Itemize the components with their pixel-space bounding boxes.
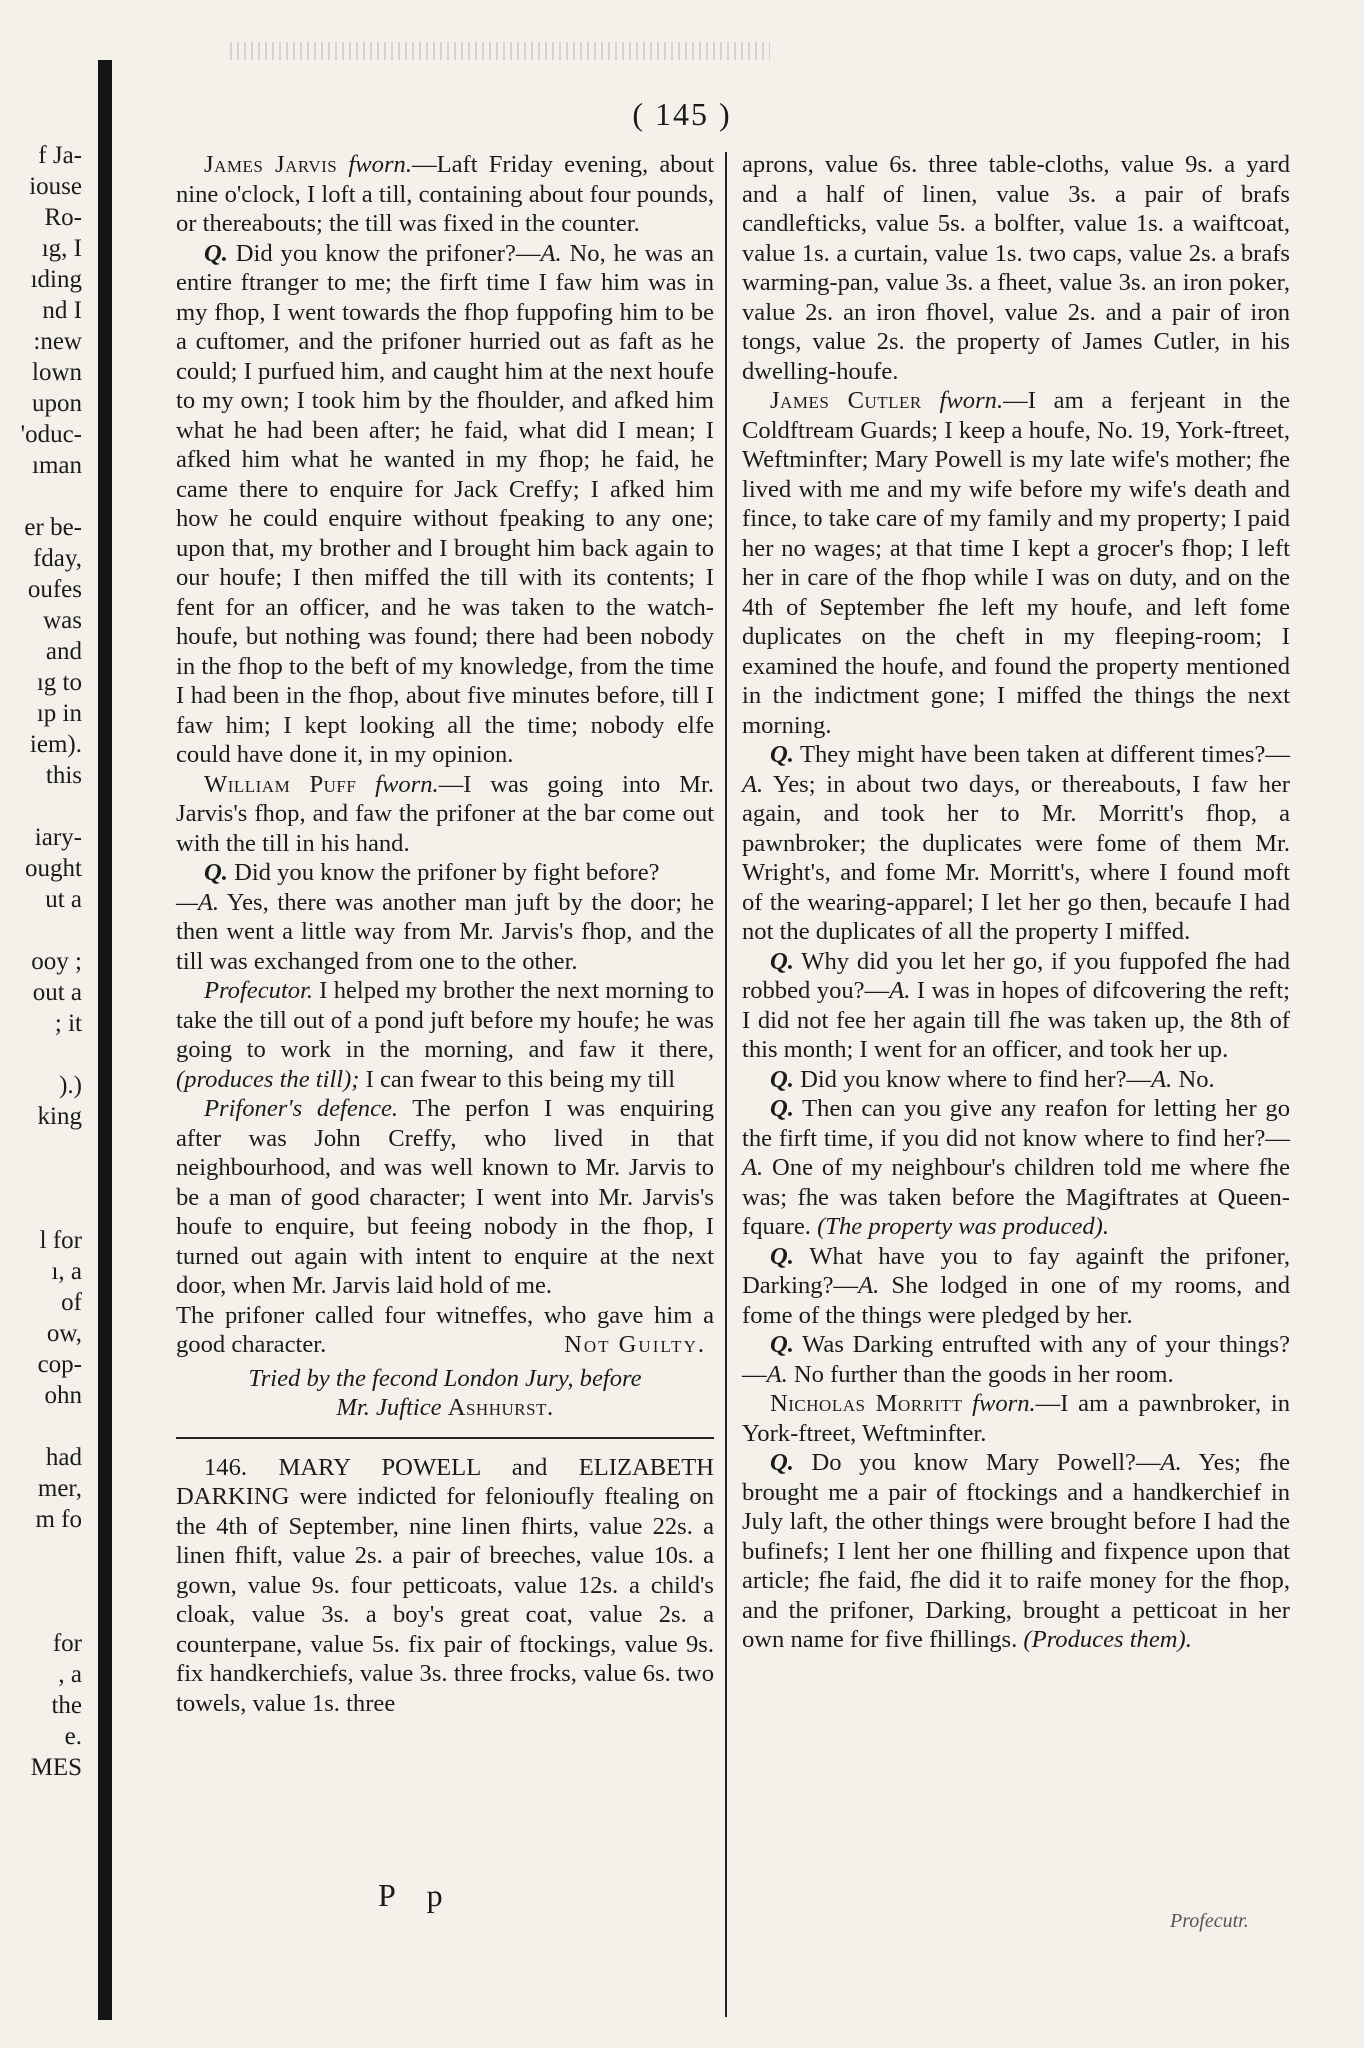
fragment-line bbox=[0, 1566, 82, 1597]
answer-marker: A. bbox=[889, 977, 911, 1004]
question-marker: Q. bbox=[204, 239, 228, 267]
judge-name: Ashhurst. bbox=[447, 1394, 554, 1421]
fragment-line bbox=[0, 1132, 82, 1163]
fragment-line: MES bbox=[30, 1754, 82, 1781]
witness-name: William Puff bbox=[204, 770, 357, 798]
answer-marker: A. bbox=[766, 1360, 788, 1388]
fragment-line: ıg, I bbox=[41, 235, 82, 262]
statement-text: I helped my brother the next morning to take the till out of a pond juft before my houfe; he was going to work in the morning, and faw it there, bbox=[176, 977, 714, 1063]
fragment-line: ı, a bbox=[51, 1258, 82, 1285]
binding-gutter-shadow bbox=[98, 60, 112, 2020]
fragment-line: was bbox=[43, 607, 82, 634]
fragment-line: ıg to bbox=[36, 669, 82, 696]
verdict-label: Not Guilty. bbox=[564, 1331, 706, 1358]
statement-text: The perfon I was enquiring after was John Creffy, who lived in that neighbourhood, and was well known to Mr. Jarvis to be a man of good character; I went into Mr. Jarvis's houfe to enquire, but feeing nobody in the fhop, I turned out again with intent to enquire at the next door, when Mr. Jarvis laid hold of me. bbox=[176, 1095, 714, 1299]
indictment-text: aprons, value 6s. three table-cloths, value 9s. a yard and a half of linen, value 3s. a pair of brafs candlefticks, value 5s. a bolfter, value 1s. a waiftcoat, value 1s. a curtain, value 1s. two caps, value 2s. a brafs warming-pan, value 3s. a fheet, value 3s. an iron poker, value 2s. an iron fhovel, value 2s. and a pair of iron tongs, value 2s. the property of James Cutler, in his dwelling-houfe. bbox=[742, 151, 1290, 385]
question-marker: Q. bbox=[770, 1065, 794, 1093]
question-answer bbox=[742, 1242, 1290, 1331]
fragment-line: out a bbox=[32, 979, 82, 1006]
fragment-line: , a bbox=[58, 1661, 82, 1688]
question-text: Did you know where to find her?— bbox=[793, 1065, 1152, 1093]
fragment-line: ow, bbox=[46, 1320, 82, 1347]
question-answer bbox=[742, 740, 1290, 947]
fragment-line: ooy ; bbox=[31, 948, 82, 975]
answer-marker: A. bbox=[540, 239, 562, 267]
prisoner-defence bbox=[176, 1094, 714, 1301]
fragment-line: ; it bbox=[54, 1010, 82, 1037]
fragment-line bbox=[0, 1411, 82, 1442]
previous-page-margin-fragment bbox=[0, 140, 82, 1783]
answer-text: I was in hopes of difcovering the reft; I did not fee her again till fhe was taken up, the 8th of this month; I went for an officer, and took her up. bbox=[742, 977, 1291, 1063]
fragment-line: Ro- bbox=[44, 204, 82, 231]
testimony-text: —I am a ferjeant in the Coldftream Guards; I keep a houfe, No. 19, York-ftreet, Weftminfter; Mary Powell is my late wife's mother; fhe lived with me and my wife before my wife's death and fince, to take care of my family and my property; I paid her no wages; at that time I kept a grocer's fhop; I left her in care of the fhop while I was on duty, and on the 4th of September fhe left my houfe, and left fome duplicates on the cheft in my fleeping-room; I examined the houfe, and found the property mentioned in the indictment gone; I miffed the things the next morning. bbox=[742, 387, 1290, 739]
answer-text: She lodged in one of my rooms, and fome of the things were pledged by her. bbox=[742, 1272, 1290, 1329]
sworn-label: fworn. bbox=[375, 770, 439, 798]
fragment-line bbox=[0, 791, 82, 822]
question-marker: Q. bbox=[770, 947, 794, 975]
fragment-line: e. bbox=[64, 1723, 82, 1750]
question-answer bbox=[742, 1065, 1290, 1095]
fragment-line: ıman bbox=[32, 452, 82, 479]
witness-name: James Jarvis bbox=[204, 151, 338, 178]
fragment-line: iouse bbox=[29, 173, 82, 200]
trial-note-line: Tried by the fecond London Jury, before bbox=[248, 1364, 642, 1392]
answer-marker: A. bbox=[858, 1272, 880, 1299]
fragment-line: had bbox=[45, 1444, 82, 1471]
judge-title: Mr. Juftice bbox=[336, 1394, 448, 1421]
witness-name: James Cutler bbox=[770, 387, 922, 414]
fragment-line: l for bbox=[39, 1227, 82, 1254]
fragment-line: upon bbox=[32, 390, 82, 417]
question-marker: Q. bbox=[204, 859, 228, 886]
fragment-line bbox=[0, 1535, 82, 1566]
sworn-label: fworn. bbox=[348, 151, 412, 178]
fragment-line: mer, bbox=[37, 1475, 82, 1502]
testimony-morritt bbox=[742, 1389, 1290, 1448]
fragment-line: and bbox=[45, 638, 82, 665]
fragment-line bbox=[0, 1597, 82, 1628]
question-answer bbox=[742, 947, 1290, 1065]
question-text: Do you know Mary Powell?— bbox=[793, 1449, 1161, 1476]
character-witnesses-text: The prifoner called four witneffes, who gave him a good character. bbox=[176, 1301, 714, 1358]
page-number: ( 145 ) bbox=[632, 96, 732, 132]
header-print-noise bbox=[230, 42, 770, 60]
testimony-text: —Laft Friday evening, about nine o'clock, I loft a till, containing about four pounds, or thereabouts; the till was fixed in the counter. bbox=[176, 151, 714, 237]
question-text: Then can you give any reafon for letting her go the firft time, if you did not know where to find her?— bbox=[742, 1095, 1290, 1152]
question-answer bbox=[176, 858, 714, 976]
answer-marker: A. bbox=[1160, 1449, 1182, 1476]
answer-marker: A. bbox=[742, 1154, 764, 1181]
case-divider bbox=[176, 1437, 714, 1439]
question-text: Why did you let her go, if you fuppofed fhe had robbed you?— bbox=[742, 947, 1290, 1004]
answer-text: No further than the goods in her room. bbox=[787, 1360, 1174, 1388]
case-146-indictment bbox=[176, 1453, 714, 1719]
fragment-line bbox=[0, 1163, 82, 1194]
fragment-line: ıding bbox=[30, 266, 82, 293]
fragment-line: the bbox=[51, 1692, 82, 1719]
fragment-line: fday, bbox=[32, 545, 82, 572]
exhibit-note: (The property was produced). bbox=[817, 1213, 1110, 1240]
case-number: 146. bbox=[204, 1453, 248, 1481]
fragment-line bbox=[0, 1194, 82, 1225]
witness-name: Nicholas Morritt bbox=[770, 1390, 963, 1417]
question-answer bbox=[176, 239, 714, 770]
fragment-line: iem). bbox=[29, 731, 82, 758]
sworn-label: fworn. bbox=[939, 387, 1004, 414]
answer-marker: —A. bbox=[176, 888, 220, 916]
prosecutor-statement bbox=[176, 976, 714, 1094]
question-text: What have you to fay againft the prifoner, Darking?— bbox=[742, 1242, 1290, 1299]
answer-marker: A. bbox=[742, 770, 764, 798]
testimony-cutler bbox=[742, 386, 1290, 740]
question-marker: Q. bbox=[770, 1331, 794, 1358]
exhibit-note: (produces the till); bbox=[176, 1065, 360, 1093]
question-text: They might have been taken at different times?— bbox=[793, 741, 1290, 768]
fragment-line bbox=[0, 1039, 82, 1070]
right-column bbox=[742, 150, 1290, 1655]
question-answer bbox=[742, 1448, 1290, 1655]
witnesses-and-verdict bbox=[176, 1301, 714, 1360]
answer-text: No. bbox=[1172, 1065, 1215, 1093]
fragment-line: ıp in bbox=[36, 700, 82, 727]
fragment-line: ).) bbox=[59, 1072, 82, 1099]
fragment-line: this bbox=[45, 762, 82, 789]
fragment-line bbox=[0, 915, 82, 946]
speaker-label: Prifoner's defence. bbox=[204, 1095, 399, 1122]
trial-note bbox=[176, 1364, 714, 1423]
question-text: Did you know the prifoner?— bbox=[227, 239, 541, 267]
answer-text: Yes; in about two days, or thereabouts, I faw her again, and took her to Mr. Morritt's fhop, a pawnbroker; the duplicates were fome of them Mr. Wright's, and fome Mr. Morritt's, where I found moft of the wearing-apparel; I let her go then, becaufe I had not the duplicates of all the property I miffed. bbox=[742, 770, 1290, 945]
fragment-line: m fo bbox=[35, 1506, 82, 1533]
testimony-text: —I was going into Mr. Jarvis's fhop, and faw the prifoner at the bar come out with the till in his hand. bbox=[176, 770, 714, 857]
question-marker: Q. bbox=[770, 1449, 794, 1476]
fragment-line: for bbox=[52, 1630, 82, 1657]
testimony-jarvis bbox=[176, 150, 714, 239]
fragment-line: :new bbox=[33, 328, 82, 355]
answer-text: Yes; fhe brought me a pair of ftockings and a handkerchief in July laft, the other things were brought before I had the bufinefs; I lent her one fhilling and fixpence upon that article; fhe faid, fhe did it to raife money for the fhop, and the prifoner, Darking, brought a petticoat in her own name for five fhillings. bbox=[742, 1449, 1290, 1653]
fragment-line: cop- bbox=[37, 1351, 82, 1378]
fragment-line: ut a bbox=[45, 886, 82, 913]
column-divider bbox=[725, 152, 727, 2017]
indictment-text: were indicted for felonioufly ftealing on the 4th of September, nine linen fhirts, value 22s. a linen fhift, value 2s. a pair of breeches, value 10s. a gown, value 9s. four petticoats, value 12s. a child's cloak, value 3s. a boy's great coat, value 2s. a counterpane, value 5s. fix pair of ftockings, value 9s. fix handkerchiefs, value 3s. three frocks, value 6s. two towels, value 1s. three bbox=[176, 1483, 714, 1717]
speaker-label: Profecutor. bbox=[204, 977, 314, 1004]
fragment-line: king bbox=[37, 1103, 82, 1130]
fragment-line: ought bbox=[25, 855, 82, 882]
answer-marker: A. bbox=[1151, 1065, 1173, 1093]
question-marker: Q. bbox=[770, 1095, 794, 1122]
left-column bbox=[176, 150, 714, 1718]
sworn-label: fworn. bbox=[972, 1390, 1036, 1417]
answer-text: Yes, there was another man juft by the door; he then went a little way from Mr. Jarvis's fhop, and the till was exchanged from one to the other. bbox=[176, 888, 714, 975]
question-answer bbox=[742, 1330, 1290, 1389]
indictment-continued bbox=[742, 150, 1290, 386]
statement-text: I can fwear to this being my till bbox=[359, 1065, 676, 1093]
question-answer bbox=[742, 1094, 1290, 1242]
answer-text: One of my neighbour's children told me where fhe was; fhe was taken before the Magiftrates at Queen-fquare. bbox=[742, 1154, 1290, 1240]
fragment-line: ohn bbox=[44, 1382, 82, 1409]
exhibit-note: (Produces them). bbox=[1023, 1626, 1192, 1653]
fragment-line bbox=[0, 481, 82, 512]
fragment-line: nd I bbox=[42, 297, 82, 324]
question-text: Was Darking entrufted with any of your things?— bbox=[742, 1331, 1290, 1388]
fragment-line: er be- bbox=[24, 514, 82, 541]
question-text: Did you know the prifoner by fight before? bbox=[227, 859, 660, 886]
question-marker: Q. bbox=[770, 1242, 794, 1270]
catchword: Profecutr. bbox=[1170, 1910, 1249, 1932]
defendant-names: MARY POWELL and ELIZABETH DARKING bbox=[176, 1453, 714, 1510]
fragment-line: 'oduc- bbox=[20, 421, 82, 448]
testimony-text: —I am a pawnbroker, in York-ftreet, Weftminfter. bbox=[742, 1390, 1290, 1447]
fragment-line: of bbox=[61, 1289, 82, 1316]
question-marker: Q. bbox=[770, 741, 794, 768]
fragment-line: f Ja- bbox=[38, 142, 82, 169]
fragment-line: oufes bbox=[27, 576, 82, 603]
fragment-line: lown bbox=[32, 359, 82, 386]
fragment-line: iary- bbox=[34, 824, 82, 851]
answer-text: No, he was an entire ftranger to me; the firft time I faw him was in my fhop, I went towards the fhop fuppofing him to be a cuftomer, and the prifoner hurried out as faft as he could; I purfued him, and caught him at the next houfe to my own; I took him by the fhoulder, and afked him what he had been after; he faid, what did I mean; I afked him what he wanted in my fhop; he faid, he came there to enquire for Jack Creffy; I afked him how he could enquire without fpeaking to any one; upon that, my brother and I brought him back again to our houfe; I then miffed the till with its contents; I fent for an officer, and he was taken to the watch-houfe, but nothing was found; there had been nobody in the fhop to the beft of my knowledge, from the time I had been in the fhop, about five minutes before, till I faw him; I kept looking all the time; nobody elfe could have done it, in my opinion. bbox=[176, 239, 714, 768]
testimony-puff bbox=[176, 770, 714, 859]
signature-mark: P p bbox=[378, 1877, 455, 1913]
